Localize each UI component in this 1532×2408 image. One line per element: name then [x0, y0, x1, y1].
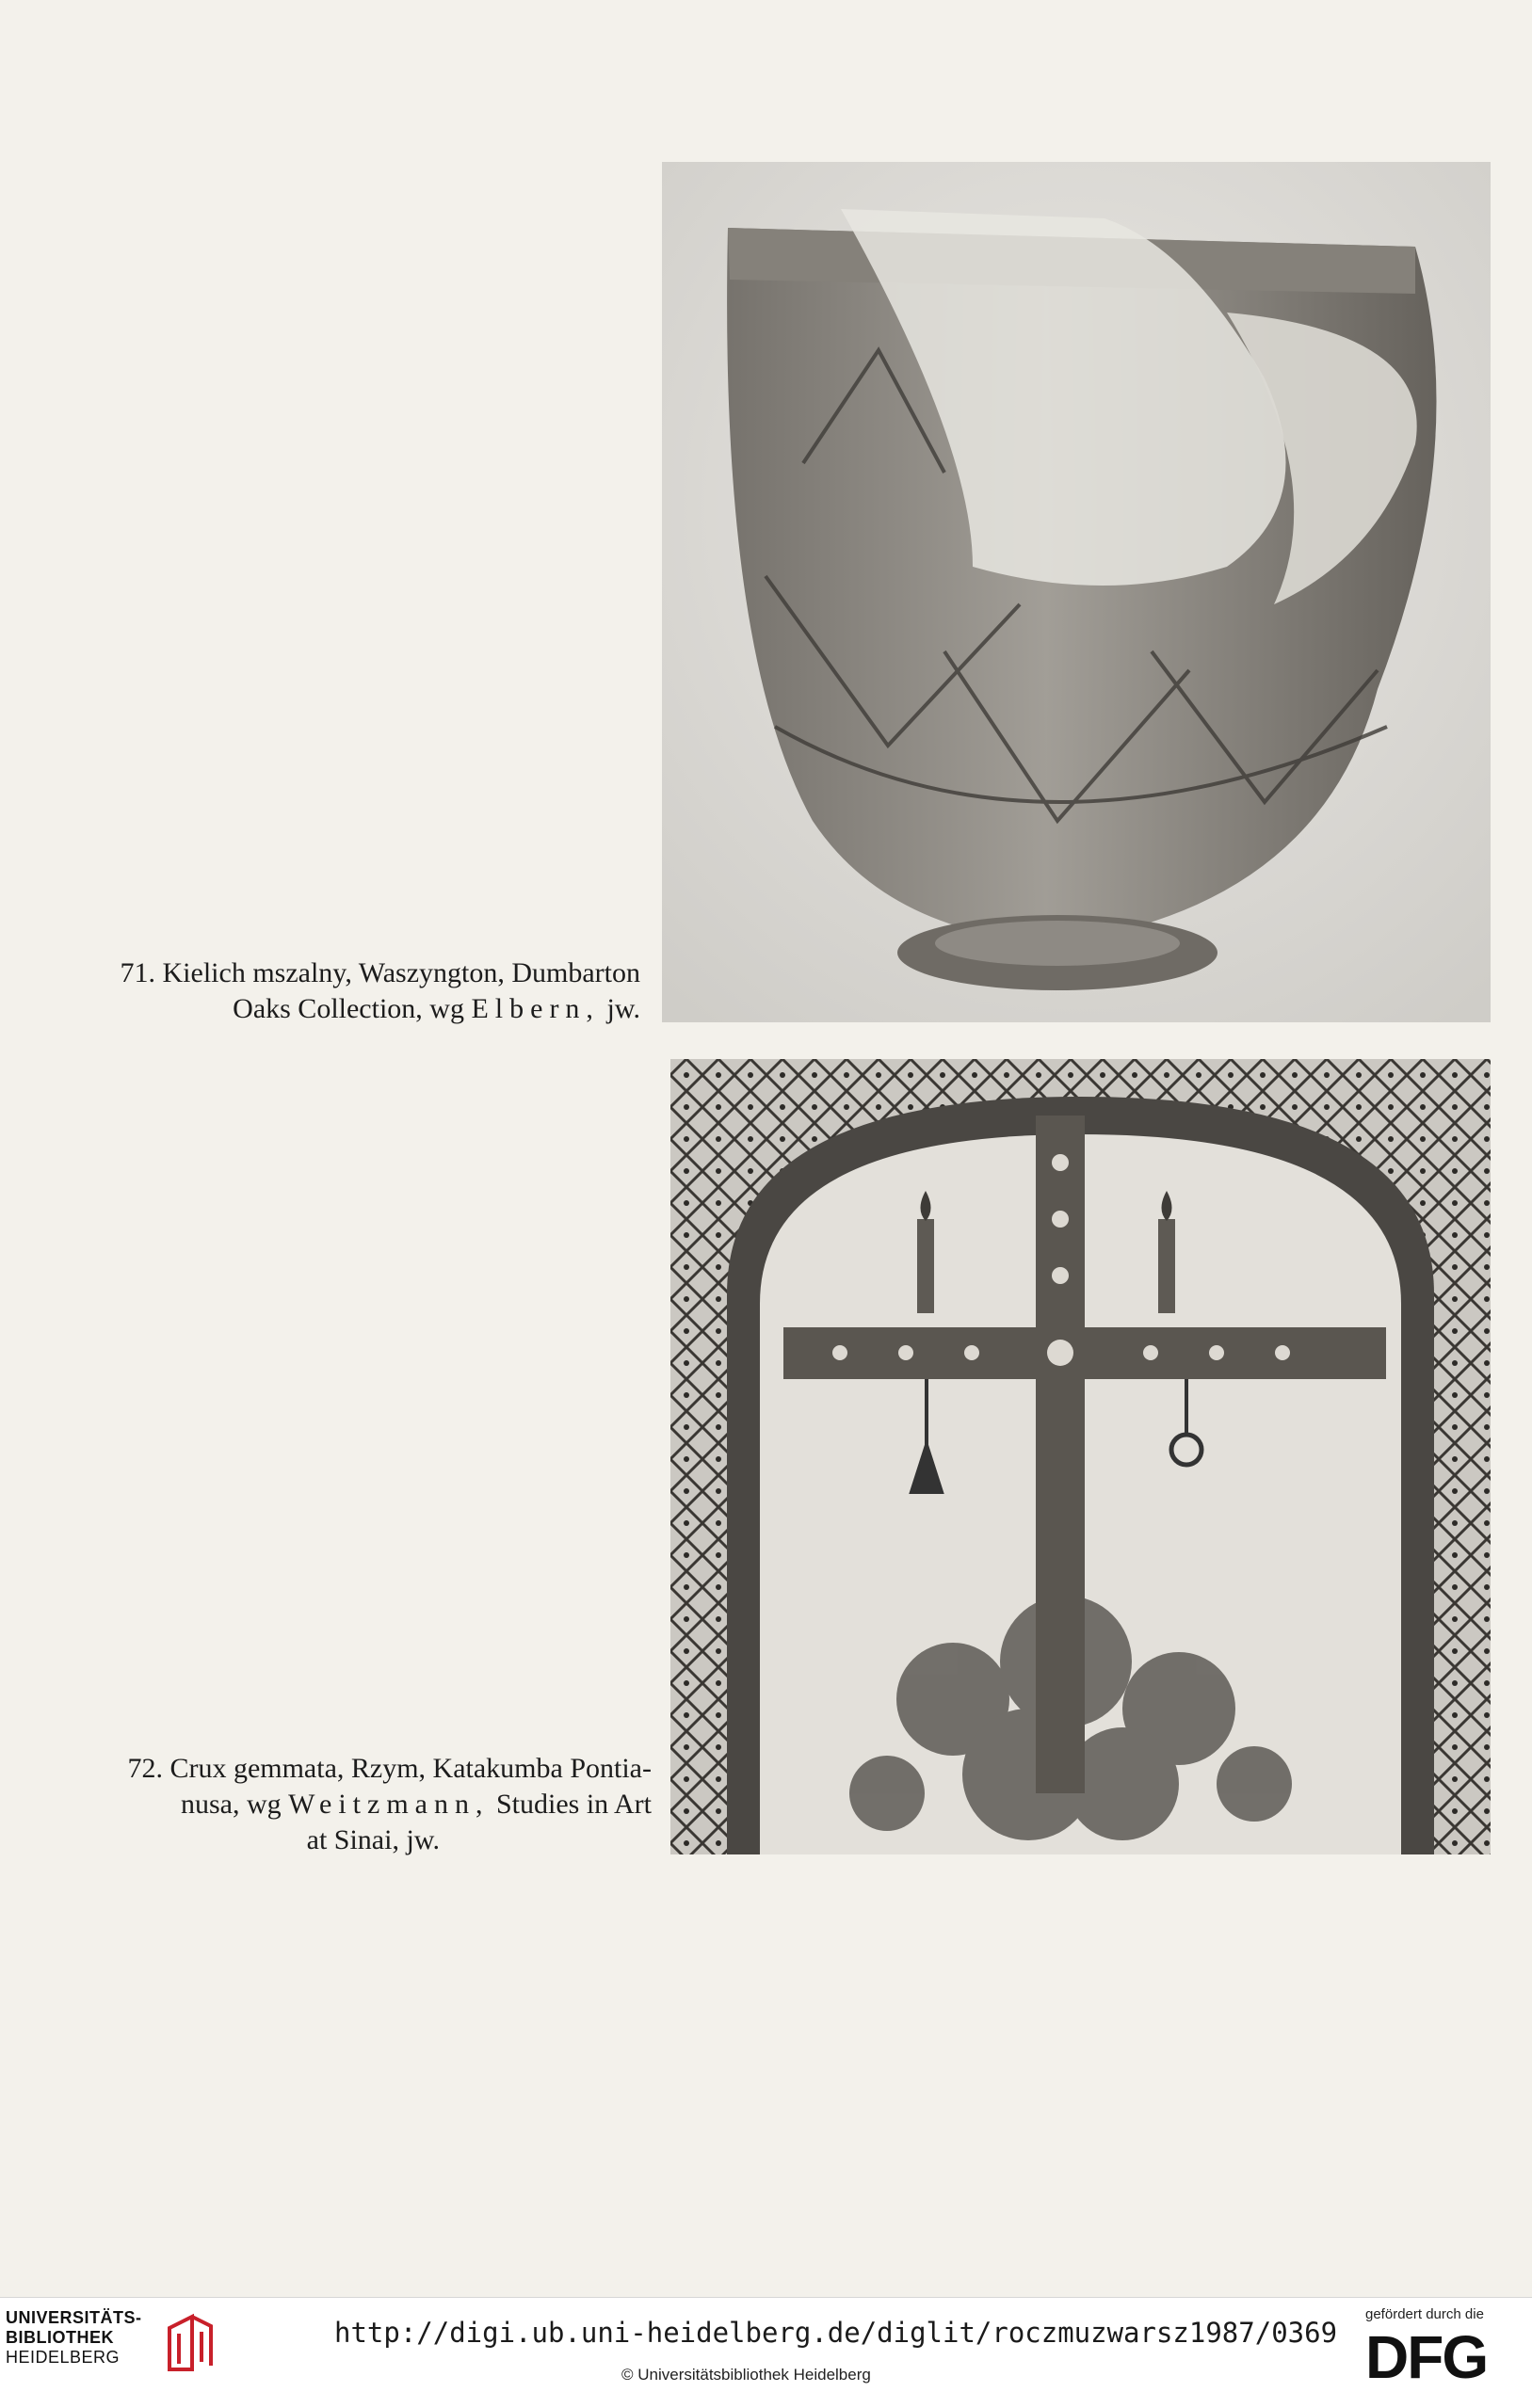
figure-71-caption — [56, 955, 640, 1027]
digitization-footer — [0, 2297, 1532, 2408]
crux-gemmata-photograph — [670, 1059, 1491, 1854]
caption-72-line-1: 72. Crux gemmata, Rzym, Katakumba Pontia- — [127, 1753, 652, 1784]
permalink-url[interactable]: http://digi.ub.uni-heidelberg.de/diglit/roczmuzwarsz1987/0369 — [334, 2317, 1338, 2349]
ub-heidelberg-logo[interactable] — [6, 2308, 222, 2393]
caption-71-author: Elbern, — [471, 993, 600, 1024]
caption-72-text: nusa, wg — [180, 1789, 282, 1820]
logo-line-2: BIBLIOTHEK — [6, 2328, 114, 2347]
caption-72-line-3: at Sinai, jw. — [306, 1824, 440, 1855]
dfg-funding-block[interactable] — [1347, 2306, 1516, 2391]
caption-72-ref: Studies in Art — [495, 1789, 652, 1820]
logo-line-1: UNIVERSITÄTS- — [6, 2308, 142, 2327]
caption-72-author: Weitzmann, — [288, 1789, 490, 1820]
dfg-logo: DFG — [1365, 2323, 1488, 2391]
figure-72-caption — [56, 1751, 652, 1858]
library-emblem-icon — [164, 2313, 217, 2375]
logo-line-3: HEIDELBERG — [6, 2348, 121, 2367]
caption-71-ref: jw. — [606, 993, 640, 1024]
copyright-notice: © Universitätsbibliothek Heidelberg — [621, 2366, 871, 2384]
caption-71-line-1: 71. Kielich mszalny, Waszyngton, Dumbarton — [120, 957, 640, 988]
caption-71-text: Oaks Collection, wg — [233, 993, 464, 1024]
chalice-photograph — [662, 162, 1491, 1022]
funding-note: gefördert durch die — [1365, 2306, 1484, 2322]
